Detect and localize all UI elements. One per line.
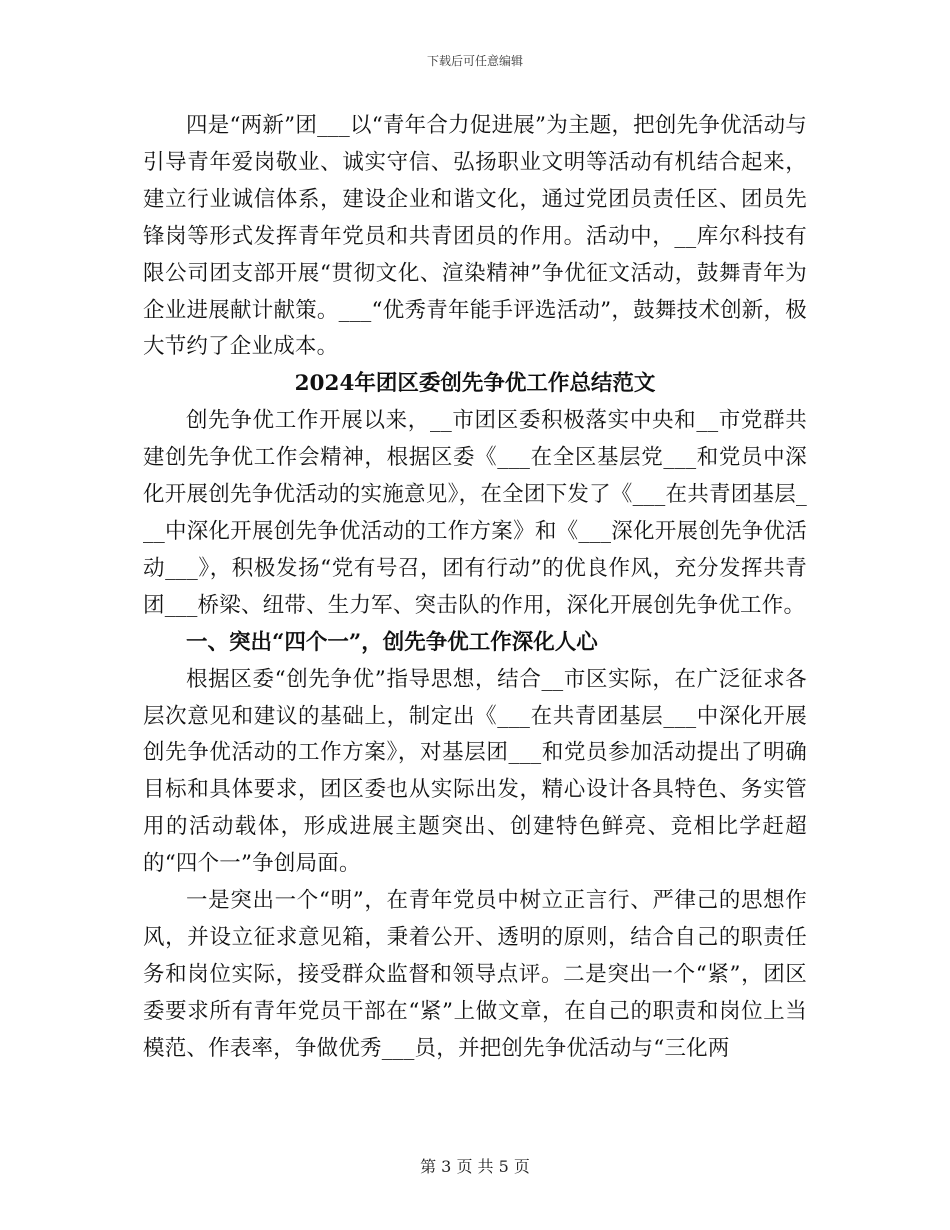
header-note: 下载后可任意编辑 <box>426 54 523 68</box>
section-heading-1: 一、突出“四个一”，创先争优工作深化人心 <box>186 629 598 655</box>
document-title: 2024年团区委创先争优工作总结范文 <box>294 371 656 397</box>
paragraph-4: 一是突出一个“明”，在青年党员中树立正言行、严律己的思想作风，并设立征求意见箱，秉着公开、透明的原则，结合自己的职责任务和岗位实际，接受群众监督和领导点评。二是突出一个“紧”，团区委要求所有青年党员干部在“紧”上做文章，在自己的职责和岗位上当模范、作表率，争做优秀___员，并把创先争优活动与“三化两 <box>143 888 807 1061</box>
page-number: 第 3 页 共 5 页 <box>420 1157 530 1176</box>
paragraph-1: 四是“两新”团___以“青年合力促进展”为主题，把创先争优活动与引导青年爱岗敬业、诚实守信、弘扬职业文明等活动有机结合起来，建立行业诚信体系，建设企业和谐文化，通过党团员责任区、团员先锋岗等形式发挥青年党员和共青团员的作用。活动中，__库尔科技有限公司团支部开展“贯彻文化、渲染精神”争优征文活动，鼓舞青年为企业进展献计献策。___“优秀青年能手评选活动”，鼓舞技术创新，极大节约了企业成本。 <box>143 113 807 360</box>
document-body <box>143 108 807 1068</box>
paragraph-2: 创先争优工作开展以来，__市团区委积极落实中央和__市党群共建创先争优工作会精神，根据区委《___在全区基层党___和党员中深化开展创先争优活动的实施意见》，在全团下发了《___在共青团基层___中深化开展创先争优活动的工作方案》和《___深化开展创先争优活动___》，积极发扬“党有号召，团有行动”的优良作风，充分发挥共青团___桥梁、纽带、生力军、突击队的作用，深化开展创先争优工作。 <box>143 408 807 618</box>
paragraph-3: 根据区委“创先争优”指导思想，结合__市区实际，在广泛征求各层次意见和建议的基础上，制定出《___在共青团基层___中深化开展创先争优活动的工作方案》，对基层团___和党员参加活动提出了明确目标和具体要求，团区委也从实际出发，精心设计各具特色、务实管用的活动载体，形成进展主题突出、创建特色鲜亮、竞相比学赶超的“四个一”争创局面。 <box>143 666 807 877</box>
